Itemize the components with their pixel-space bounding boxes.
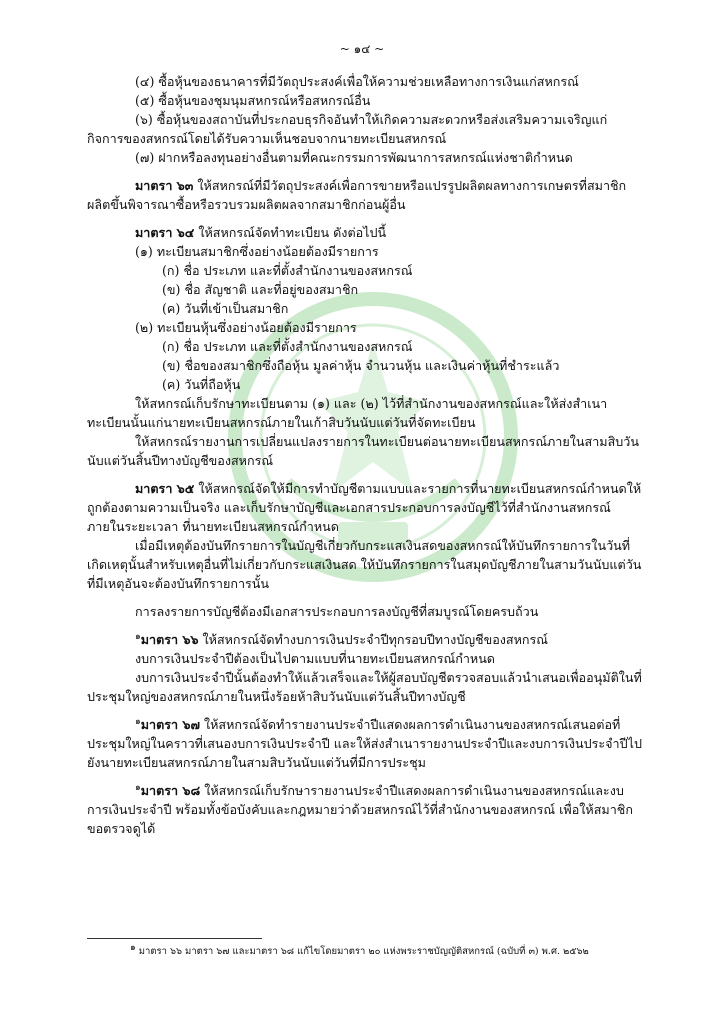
- list-item: (๗) ฝากหรือลงทุนอย่างอื่นตามที่คณะกรรมการพัฒนาการสหกรณ์แห่งชาติกำหนด: [135, 150, 573, 165]
- list-item: (๔) ซื้อหุ้นของธนาคารที่มีวัตถุประสงค์เพื่อให้ความช่วยเหลือทางการเงินแก่สหกรณ์: [135, 74, 579, 89]
- footnote-marker: ๑: [135, 782, 141, 793]
- section-67: [87, 715, 642, 772]
- section-label: มาตรา ๖๓: [135, 178, 194, 193]
- paragraph: การลงรายการบัญชีต้องมีเอกสารประกอบการลงบัญชีที่สมบูรณ์โดยครบถ้วน: [135, 604, 539, 619]
- section-text: ให้สหกรณ์จัดให้มีการทำบัญชีตามแบบและรายการที่นายทะเบียนสหกรณ์กำหนดให้ถูกต้องตามความเป็นจริง และเก็บรักษาบัญชีและเอกสารประกอบการลงบัญชีไว้ที่สำนักงานสหกรณ์ภายในระยะเวลา ที่นายทะเบียนสหกรณ์กำหนด: [87, 481, 642, 534]
- paragraph: เมื่อมีเหตุต้องบันทึกรายการในบัญชีเกี่ยวกับกระแสเงินสดของสหกรณ์ให้บันทึกรายการในวันที่เกิดเหตุนั้นสำหรับเหตุอื่นที่ไม่เกี่ยวกับกระแสเงินสด ให้บันทึกรายการในสมุดบัญชีภายในสามวันนับแต่วันที่มีเหตุอันจะต้องบันทึกรายการนั้น: [87, 538, 642, 591]
- list-item: (๒) ทะเบียนหุ้นซึ่งอย่างน้อยต้องมีรายการ: [135, 320, 357, 335]
- section-label: มาตรา ๖๗: [140, 717, 200, 732]
- footnote-marker: ๑: [130, 942, 136, 953]
- footnote-divider: [87, 938, 262, 939]
- section-label: มาตรา ๖๖: [140, 632, 199, 647]
- list-item: (ข) ชื่อของสมาชิกซึ่งถือหุ้น มูลค่าหุ้น จำนวนหุ้น และเงินค่าหุ้นที่ชำระแล้ว: [162, 358, 560, 373]
- page-number: ~ ๑๔ ~: [339, 42, 385, 56]
- footnote: [130, 944, 589, 959]
- list-item: (ก) ชื่อ ประเภท และที่ตั้งสำนักงานของสหกรณ์: [162, 263, 413, 278]
- section-text: ให้สหกรณ์จัดทำทะเบียน ดังต่อไปนี้: [194, 225, 387, 240]
- footnote-text: มาตรา ๖๖ มาตรา ๖๗ และมาตรา ๖๘ แก้ไขโดยมาตรา ๒๐ แห่งพระราชบัญญัติสหกรณ์ (ฉบับที่ ๓) พ.ศ. ๒๕๖๒: [138, 946, 589, 957]
- paragraph: ให้สหกรณ์เก็บรักษาทะเบียนตาม (๑) และ (๒) ไว้ที่สำนักงานของสหกรณ์และให้ส่งสำเนาทะเบียนนั้นแก่นายทะเบียนสหกรณ์ภายในเก้าสิบวันนับแต่วันที่จัดทะเบียน: [87, 396, 608, 430]
- list-item: (ค) วันที่เข้าเป็นสมาชิก: [162, 301, 289, 316]
- footnote-marker: ๑: [135, 716, 141, 727]
- section-text: ให้สหกรณ์เก็บรักษารายงานประจำปีแสดงผลการดำเนินงานของสหกรณ์และงบการเงินประจำปี พร้อมทั้งข้อบังคับและกฎหมายว่าด้วยสหกรณ์ไว้ที่สำนักงานของสหกรณ์ เพื่อให้สมาชิกขอตรวจดูได้: [87, 783, 633, 836]
- document-body: [87, 72, 642, 838]
- list-item: (ข) ชื่อ สัญชาติ และที่อยู่ของสมาชิก: [162, 282, 359, 297]
- section-65: [87, 479, 642, 536]
- section-text: ให้สหกรณ์จัดทำงบการเงินประจำปีทุกรอบปีทางบัญชีของสหกรณ์: [198, 632, 548, 647]
- list-item: (๖) ซื้อหุ้นของสถาบันที่ประกอบธุรกิจอันทำให้เกิดความสะดวกหรือส่งเสริมความเจริญแก่กิจการของสหกรณ์โดยได้รับความเห็นชอบจากนายทะเบียนสหกรณ์: [87, 112, 608, 146]
- list-item: (๕) ซื้อหุ้นของชุมนุมสหกรณ์หรือสหกรณ์อื่น: [135, 93, 371, 108]
- section-label: มาตรา ๖๘: [140, 783, 201, 798]
- section-text: ให้สหกรณ์ที่มีวัตถุประสงค์เพื่อการขายหรือแปรรูปผลิตผลทางการเกษตรที่สมาชิกผลิตขึ้นพิจารณาซื้อหรือรวบรวมผลิตผลจากสมาชิกก่อนผู้อื่น: [87, 178, 627, 212]
- list-item: (๑) ทะเบียนสมาชิกซึ่งอย่างน้อยต้องมีรายการ: [135, 244, 379, 259]
- paragraph: ให้สหกรณ์รายงานการเปลี่ยนแปลงรายการในทะเบียนต่อนายทะเบียนสหกรณ์ภายในสามสิบวันนับแต่วันสิ้นปีทางบัญชีของสหกรณ์: [87, 434, 639, 468]
- section-64: [87, 223, 642, 242]
- paragraph: งบการเงินประจำปีต้องเป็นไปตามแบบที่นายทะเบียนสหกรณ์กำหนด: [135, 651, 495, 666]
- section-label: มาตรา ๖๔: [135, 225, 195, 240]
- list-item: (ค) วันที่ถือหุ้น: [162, 377, 241, 392]
- section-label: มาตรา ๖๕: [135, 481, 195, 496]
- section-text: ให้สหกรณ์จัดทำรายงานประจำปีแสดงผลการดำเนินงานของสหกรณ์เสนอต่อที่ประชุมใหญ่ในคราวที่เสนองบการเงินประจำปี และให้ส่งสำเนารายงานประจำปีและงบการเงินประจำปีไปยังนายทะเบียนสหกรณ์ภายในสามสิบวันนับแต่วันที่มีการประชุม: [87, 717, 642, 770]
- paragraph: งบการเงินประจำปีนั้นต้องทำให้แล้วเสร็จและให้ผู้สอบบัญชีตรวจสอบแล้วนำเสนอเพื่ออนุมัติในที่ประชุมใหญ่ของสหกรณ์ภายในหนึ่งร้อยห้าสิบวันนับแต่วันสิ้นปีทางบัญชี: [87, 670, 642, 704]
- section-68: [87, 781, 642, 838]
- footnote-marker: ๑: [135, 631, 141, 642]
- list-item: (ก) ชื่อ ประเภท และที่ตั้งสำนักงานของสหกรณ์: [162, 339, 413, 354]
- section-66: [87, 630, 642, 649]
- section-63: [87, 176, 642, 214]
